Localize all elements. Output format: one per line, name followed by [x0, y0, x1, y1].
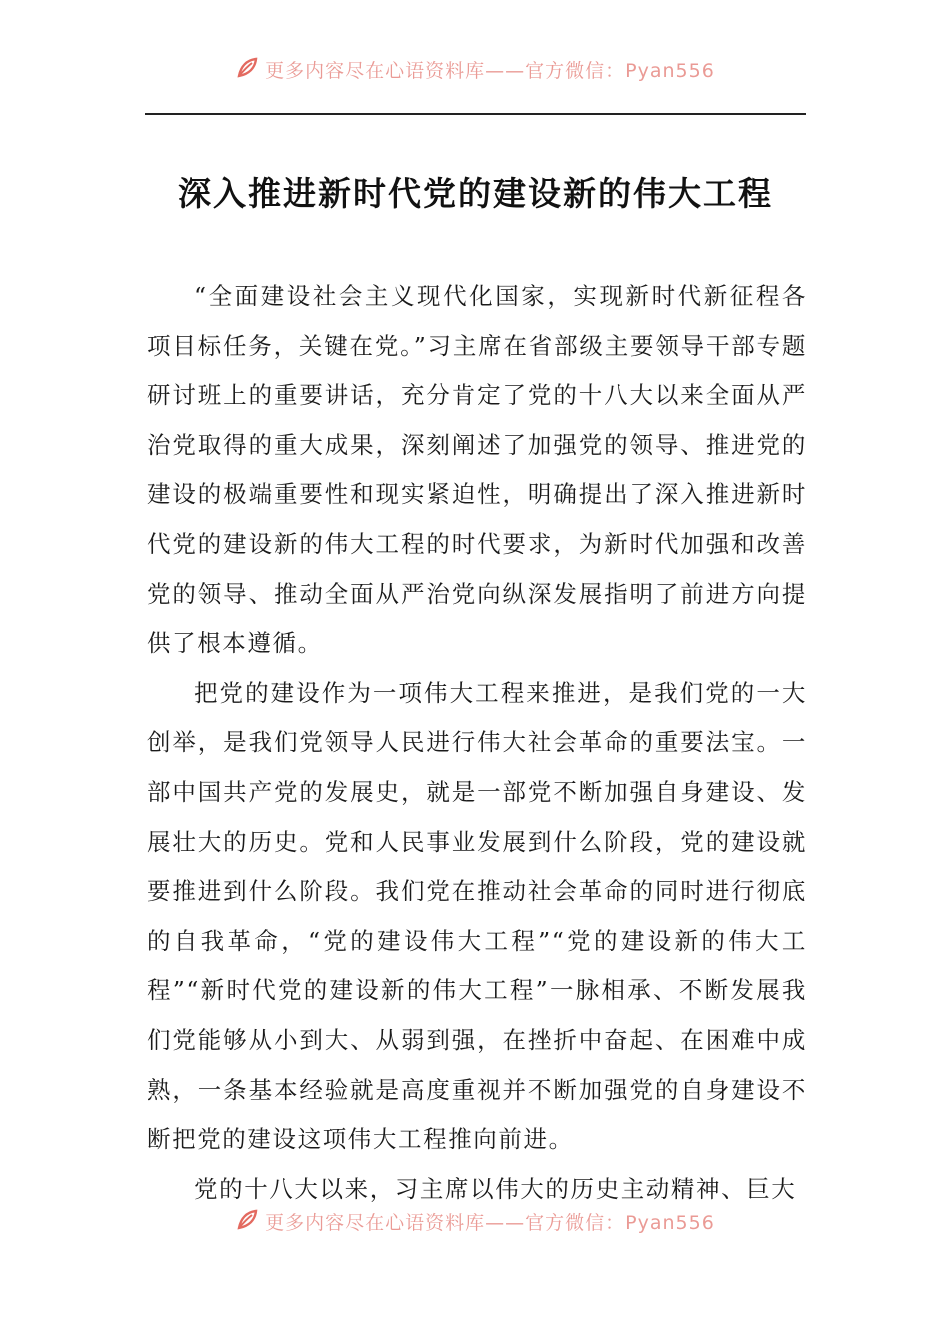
- paragraph: 党的十八大以来，习主席以伟大的历史主动精神、巨大: [194, 1174, 797, 1203]
- watermark-text: 更多内容尽在心语资料库——官方微信：Pyan556: [265, 60, 715, 82]
- document-title: 深入推进新时代党的建设新的伟大工程: [178, 174, 773, 213]
- footer-watermark: [0, 1208, 950, 1234]
- leaf-logo-icon: [235, 1208, 259, 1232]
- paragraph: 把党的建设作为一项伟大工程来推进，是我们党的一大创举，是我们党领导人民进行伟大社会革命的重要法宝。一部中国共产党的发展史，就是一部党不断加强自身建设、发展壮大的历史。党和人民事业发展到什么阶段，党的建设就要推进到什么阶段。我们党在推动社会革命的同时进行彻底的自我革命，“党的建设伟大工程”“党的建设新的伟大工程”“新时代党的建设新的伟大工程”一脉相承、不断发展我们党能够从小到大、从弱到强，在挫折中奋起、在困难中成熟，一条基本经验就是高度重视并不断加强党的自身建设不断把党的建设这项伟大工程推向前进。: [147, 678, 807, 1154]
- paragraph: “全面建设社会主义现代化国家，实现新时代新征程各项目标任务，关键在党。”习主席在省部级主要领导干部专题研讨班上的重要讲话，充分肯定了党的十八大以来全面从严治党取得的重大成果，深刻阐述了加强党的领导、推进党的建设的极端重要性和现实紧迫性，明确提出了深入推进新时代党的建设新的伟大工程的时代要求，为新时代加强和改善党的领导、推动全面从严治党向纵深发展指明了前进方向提供了根本遵循。: [147, 282, 807, 658]
- header-watermark: [0, 56, 950, 84]
- leaf-logo-icon: [235, 56, 259, 80]
- watermark-text: 更多内容尽在心语资料库——官方微信：Pyan556: [265, 1212, 715, 1234]
- document-body: [147, 272, 807, 1214]
- header-divider: [145, 113, 806, 115]
